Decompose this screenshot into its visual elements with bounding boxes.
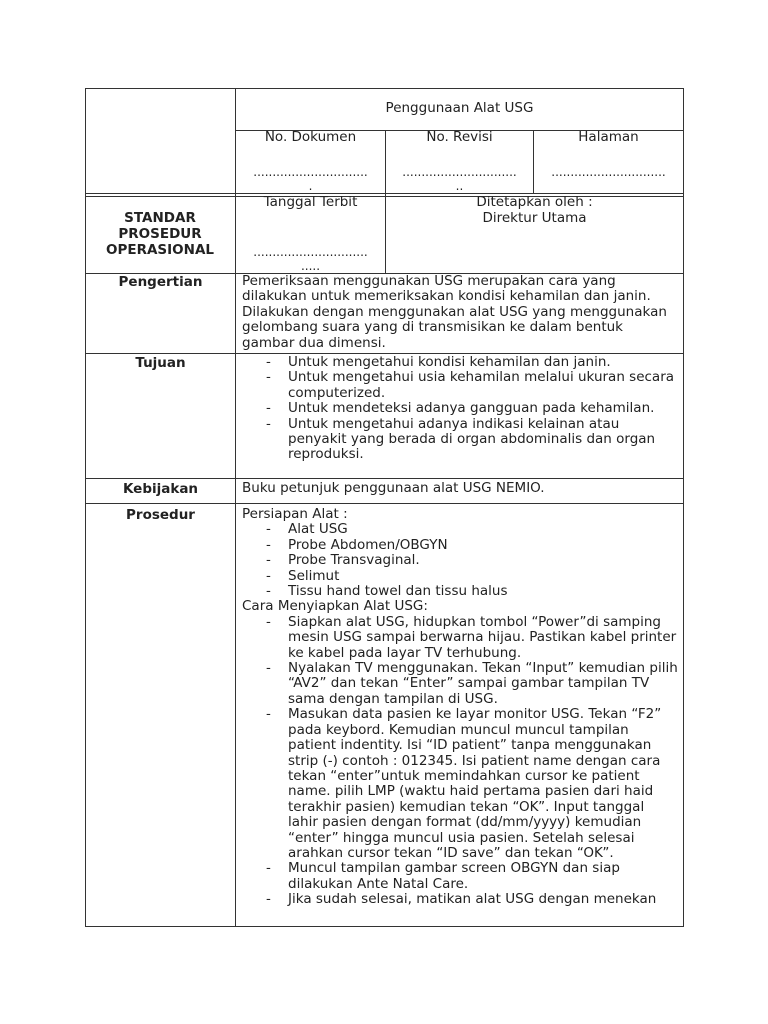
pengertian-label: Pengertian bbox=[118, 274, 203, 290]
persiapan-item: - Selimut bbox=[242, 569, 678, 584]
persiapan-heading: Persiapan Alat : bbox=[242, 507, 348, 522]
no-dokumen-value: .............................. bbox=[253, 165, 368, 179]
pengertian-text: Pemeriksaan menggunakan USG merupakan cara yang dilakukan untuk memeriksakan kondisi kehamilan dan janin. Dilakukan dengan menggunakan alat USG yang menggunakan gelombang suara yang di transmisikan ke dalam bentuk gambar dua dimensi. bbox=[242, 273, 667, 351]
document-title: Penggunaan Alat USG bbox=[385, 100, 534, 116]
rule-bottom bbox=[85, 926, 684, 927]
ditetapkan-label: Ditetapkan oleh : bbox=[476, 194, 593, 210]
rule-label-col bbox=[235, 88, 236, 927]
sop-label: STANDAR PROSEDUR OPERASIONAL bbox=[105, 210, 214, 258]
cara-item: - Muncul tampilan gambar screen OBGYN dan siap dilakukan Ante Natal Care. bbox=[242, 861, 678, 892]
tanggal-terbit-value: .............................. bbox=[253, 245, 368, 259]
kebijakan-label: Kebijakan bbox=[122, 481, 199, 497]
rule-right bbox=[683, 88, 684, 927]
tujuan-item: - Untuk mengetahui usia kehamilan melalui ukuran secara computerized. bbox=[242, 370, 678, 401]
rule-kebijakan-bottom bbox=[85, 503, 684, 504]
rule-top bbox=[85, 88, 684, 89]
cara-heading: Cara Menyiapkan Alat USG: bbox=[242, 598, 428, 615]
no-revisi-label: No. Revisi bbox=[426, 129, 493, 145]
persiapan-list bbox=[242, 522, 678, 599]
persiapan-item: - Alat USG bbox=[242, 522, 678, 537]
no-dokumen-label: No. Dokumen bbox=[264, 129, 357, 145]
no-dokumen-tail: . bbox=[308, 179, 313, 193]
cara-item: - Nyalakan TV menggunakan. Tekan “Input” kemudian pilih “AV2” dan tekan “Enter” sampai gambar tampilan TV sama dengan tampilan di USG. bbox=[242, 661, 678, 707]
prosedur-label: Prosedur bbox=[126, 507, 195, 523]
tujuan-item: - Untuk mengetahui adanya indikasi kelainan atau penyakit yang berada di organ abdominalis dan organ reproduksi. bbox=[242, 417, 678, 463]
tujuan-item: - Untuk mengetahui kondisi kehamilan dan janin. bbox=[242, 355, 678, 370]
cara-list bbox=[242, 615, 678, 908]
persiapan-item: - Tissu hand towel dan tissu halus bbox=[242, 584, 678, 599]
no-revisi-value: .............................. bbox=[402, 165, 517, 179]
halaman-label: Halaman bbox=[578, 129, 639, 145]
cara-item: - Siapkan alat USG, hidupkan tombol “Power”di samping mesin USG sampai berwarna hijau. Pastikan kabel printer ke kabel pada layar TV terhubung. bbox=[242, 615, 678, 661]
tujuan-list bbox=[242, 355, 678, 463]
halaman-value: .............................. bbox=[551, 165, 666, 179]
tujuan-label: Tujuan bbox=[135, 355, 186, 371]
tanggal-terbit-label: Tanggal Terbit bbox=[263, 194, 358, 210]
rule-tujuan-bottom bbox=[85, 478, 684, 479]
ditetapkan-value: Direktur Utama bbox=[482, 210, 587, 226]
prosedur-content bbox=[242, 507, 678, 925]
persiapan-item: - Probe Transvaginal. bbox=[242, 553, 678, 568]
no-revisi-tail: .. bbox=[455, 179, 464, 193]
tanggal-terbit-tail: ..... bbox=[300, 259, 321, 273]
kebijakan-text: Buku petunjuk penggunaan alat USG NEMIO. bbox=[242, 480, 545, 496]
cara-item: - Jika sudah selesai, matikan alat USG dengan menekan bbox=[242, 892, 678, 907]
tujuan-item: - Untuk mendeteksi adanya gangguan pada kehamilan. bbox=[242, 401, 678, 416]
cara-item: - Masukan data pasien ke layar monitor USG. Tekan “F2” pada keybord. Kemudian muncul muncul tampilan patient indentity. Isi “ID patient” tanpa menggunakan strip (-) contoh : 012345. Isi patient name dengan cara tekan “enter”untuk memindahkan cursor ke patient name. pilih LMP (waktu haid pertama pasien dari haid terakhir pasien) kemudian tekan “OK”. Input tanggal lahir pasien dengan format (dd/mm/yyyy) kemudian “enter” hingga muncul usia pasien. Setelah selesai arahkan cursor tekan “ID save” dan tekan “OK”. bbox=[242, 707, 678, 861]
persiapan-item: - Probe Abdomen/OBGYN bbox=[242, 538, 678, 553]
